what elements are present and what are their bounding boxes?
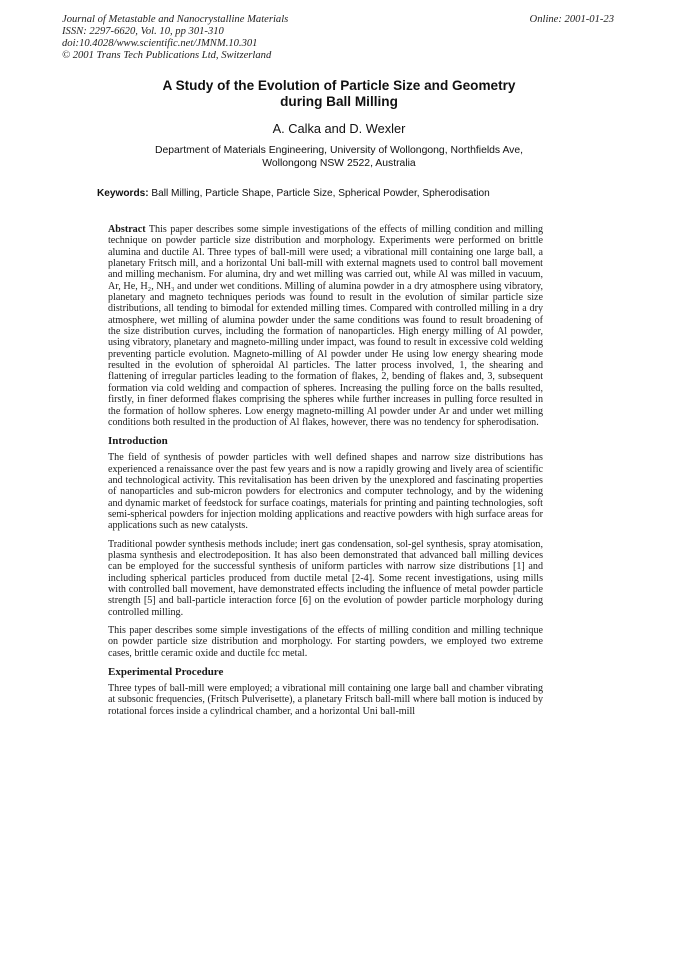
online-date: Online: 2001-01-23 — [529, 14, 614, 25]
introduction-paragraph: The field of synthesis of powder particles with well defined shapes and narrow size distributions has experienced a renaissance over the past few years and is now a rapidly growing and lively area of scientific and technological activity. This revitalisation has been driven by the unexplored and fascinating properties of nanoparticles and sub-micron powders for electronics and computer technology, and by the widening and dynamic market of feedstock for surface coatings, materials for printing and painting technologies, soft semi-spherical powders for injection molding applications and reactive powders with high surface areas for applications such as new catalysts. — [108, 452, 543, 532]
introduction-paragraph: Traditional powder synthesis methods include; inert gas condensation, sol-gel synthesis, spray atomisation, plasma synthesis and electrodeposition. It has also been demonstrated that advanced ball milling devices can be employed for the successful synthesis of uniform particles with narrow size distributions [1] and including spherical particles produced from ductile metal [2-4]. Some recent investigations, using mills with controlled ball movement, have demonstrated effects including the influence of metal powder particle strength [5] and ball-particle interaction force [6] on the evolution of powder particle morphology during controlled milling. — [108, 538, 543, 618]
introduction-heading: Introduction — [108, 435, 168, 448]
affiliation-line: Wollongong NSW 2522, Australia — [262, 157, 416, 169]
keywords-list: Ball Milling, Particle Shape, Particle Size, Spherical Powder, Spherodisation — [151, 188, 490, 199]
affiliation — [0, 145, 678, 170]
journal-line: Journal of Metastable and Nanocrystalline Materials — [62, 14, 289, 25]
experimental-heading: Experimental Procedure — [108, 666, 224, 679]
paper-title — [0, 78, 678, 109]
title-line: A Study of the Evolution of Particle Size and Geometry — [162, 78, 516, 93]
experimental-paragraph: Three types of ball-mill were employed; a vibrational mill containing one large ball and chamber vibrating at subsonic frequencies, (Fritsch Pulverisette), a planetary Fritsch ball-mill where ball motion is induced by rotational forces inside a cylindrical chamber, and a horizontal Uni ball-mill — [108, 683, 543, 717]
affiliation-line: Department of Materials Engineering, University of Wollongong, Northfields Ave, — [154, 145, 524, 156]
title-line: during Ball Milling — [280, 93, 398, 109]
introduction-paragraph: This paper describes some simple investigations of the effects of milling condition and milling technique on powder particle size distribution and morphology. For starting powders, we employed two extreme cases, brittle ceramic oxide and ductile fcc metal. — [108, 625, 543, 659]
authors: A. Calka and D. Wexler — [272, 121, 406, 136]
abstract-text: This paper describes some simple investigations of the effects of milling condition and milling technique on powder particle size distribution and morphology. Experiments were performed on brittle alumina and ductile Al. Three types of ball-mill were used; a vibrational mill containing one large ball, a planetary Fritsch mill, and a horizontal Uni ball-mill with external magnets used to control ball movement and milling mechanism. For alumina, dry and wet milling was carried out, while Al was milled in vacuum, Ar, He, H₂, NH₃ and under wet conditions. Milling of alumina powder in a dry atmosphere using vibratory, planetary and magneto techniques periods was found to result in the evolution of similar particle size distributions, all tending to bimodal for extended milling times. Compared with controlled milling in a dry atmosphere, wet milling of alumina powder under the same conditions was found to result broadening of the size distribution curves, including the formation of nanoparticles. High energy milling of Al powder, using vibratory, planetary and magneto-milling under impact, was found to result in excessive cold welding preventing particle evolution. Magneto-milling of Al powder under He using low energy shearing mode resulted in the evolution of spheroidal Al particles. The latter process involved, 1, the shearing and flattening of irregular particles leading to the formation of flakes, 2, bending of flakes and, 3, subsequent formation via cold welding and compaction of spheres. Increasing the pulling force on the balls resulted, firstly, in finer deformed flakes comprising the spheres while further increases in pulling force resulted in the formation of hollow spheres. Low energy magneto-milling Al powder under Ar and under wet milling conditions both resulted in the production of Al flakes, however, there was no tendency for spherodisation. — [108, 224, 544, 428]
paper-body — [108, 224, 543, 724]
journal-line: © 2001 Trans Tech Publications Ltd, Switzerland — [62, 50, 272, 61]
abstract — [108, 224, 543, 428]
abstract-label: Abstract — [108, 224, 146, 235]
keywords-label: Keywords: — [97, 188, 149, 199]
keywords — [97, 188, 637, 199]
journal-citation — [62, 14, 288, 62]
journal-line: ISSN: 2297-6620, Vol. 10, pp 301-310 — [62, 26, 224, 37]
journal-line: doi:10.4028/www.scientific.net/JMNM.10.301 — [62, 38, 258, 49]
